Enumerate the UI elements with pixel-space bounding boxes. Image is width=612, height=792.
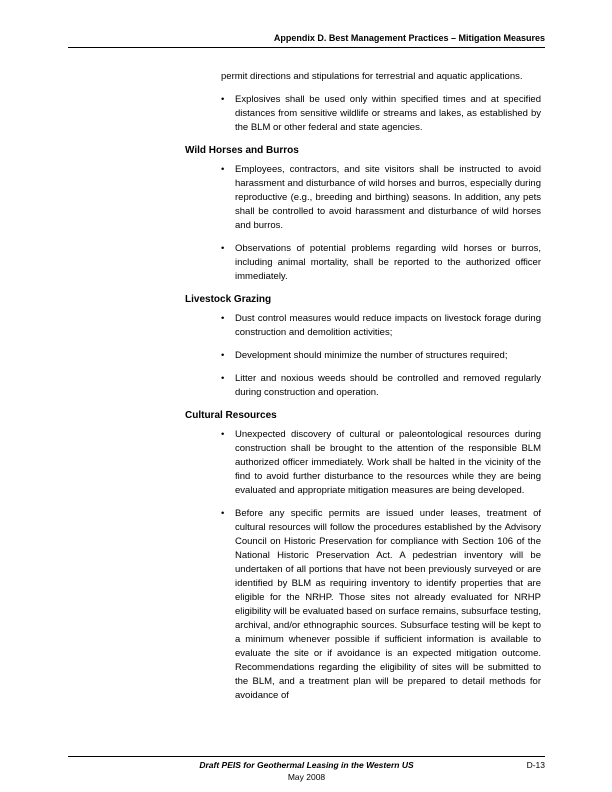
- paragraph-continuation: permit directions and stipulations for terrestrial and aquatic applications.: [221, 71, 523, 82]
- bullet-text: Dust control measures would reduce impacts on livestock forage during construction and demolition activities;: [235, 313, 541, 338]
- bullet-text: Observations of potential problems regarding wild horses or burros, including animal mortality, shall be reported to the authorized officer immediately.: [235, 243, 541, 282]
- page-content: [185, 70, 541, 712]
- bullet-text: Litter and noxious weeds should be controlled and removed regularly during construction and operation.: [235, 373, 541, 398]
- section-heading-livestock-grazing: Livestock Grazing: [185, 294, 272, 305]
- list-item: [185, 349, 541, 363]
- bullet-text: Development should minimize the number of structures required;: [235, 350, 508, 361]
- bullet-icon: •: [221, 373, 225, 384]
- bullet-icon: •: [221, 94, 225, 105]
- page-header: [68, 33, 545, 48]
- list-item: [185, 93, 541, 135]
- list-item: [185, 428, 541, 498]
- running-header: Appendix D. Best Management Practices – Mitigation Measures: [273, 33, 545, 43]
- bullet-icon: •: [221, 508, 225, 519]
- footer-page-number: D-13: [526, 760, 545, 770]
- footer-rule: [68, 756, 545, 757]
- section-heading-cultural-resources: Cultural Resources: [185, 410, 277, 421]
- section-heading-wild-horses-and-burros: Wild Horses and Burros: [185, 145, 299, 156]
- bullet-icon: •: [221, 243, 225, 254]
- bullet-icon: •: [221, 164, 225, 175]
- footer-document-title: Draft PEIS for Geothermal Leasing in the Western US: [199, 760, 414, 770]
- bullet-text: Unexpected discovery of cultural or paleontological resources during construction shall be brought to the attention of the responsible BLM authorized officer immediately. Work shall be halted in the vicinity of the find to avoid further disturbance to the resources while they are being evaluated and appropriate mitigation measures are being developed.: [235, 429, 541, 496]
- bullet-text: Employees, contractors, and site visitors shall be instructed to avoid harassment and disturbance of wild horses and burros, especially during reproductive (e.g., breeding and birthing) seasons. In addition, any pets shall be controlled to avoid harassment and disturbance of wild horses and burros.: [235, 164, 541, 231]
- header-rule: [68, 47, 545, 48]
- list-item: [185, 312, 541, 340]
- page-footer: [68, 756, 545, 783]
- bullet-text: Before any specific permits are issued under leases, treatment of cultural resources will follow the procedures established by the Advisory Council on Historic Preservation for compliance with Section 106 of the National Historic Preservation Act. A pedestrian inventory will be undertaken of all portions that have not been previously surveyed or are identified by BLM as requiring inventory to identify properties that are eligible for the NRHP. Those sites not already evaluated for NRHP eligibility will be evaluated based on surface remains, subsurface testing, archival, and/or ethnographic sources. Subsurface testing will be kept to a minimum whenever possible if sufficient information is available to evaluate the site or if avoidance is an expected mitigation outcome. Recommendations regarding the eligibility of sites will be submitted to the BLM, and a treatment plan will be prepared to detail methods for avoidance of: [235, 508, 541, 701]
- list-item: [185, 372, 541, 400]
- footer-date: May 2008: [287, 772, 326, 782]
- bullet-icon: •: [221, 429, 225, 440]
- bullet-icon: •: [221, 313, 225, 324]
- list-item: [185, 507, 541, 703]
- list-item: [185, 242, 541, 284]
- bullet-text: Explosives shall be used only within specified times and at specified distances from sensitive wildlife or streams and lakes, as established by the BLM or other federal and state agencies.: [235, 94, 541, 133]
- list-item: [185, 163, 541, 233]
- bullet-icon: •: [221, 350, 225, 361]
- footer-line: [68, 760, 545, 771]
